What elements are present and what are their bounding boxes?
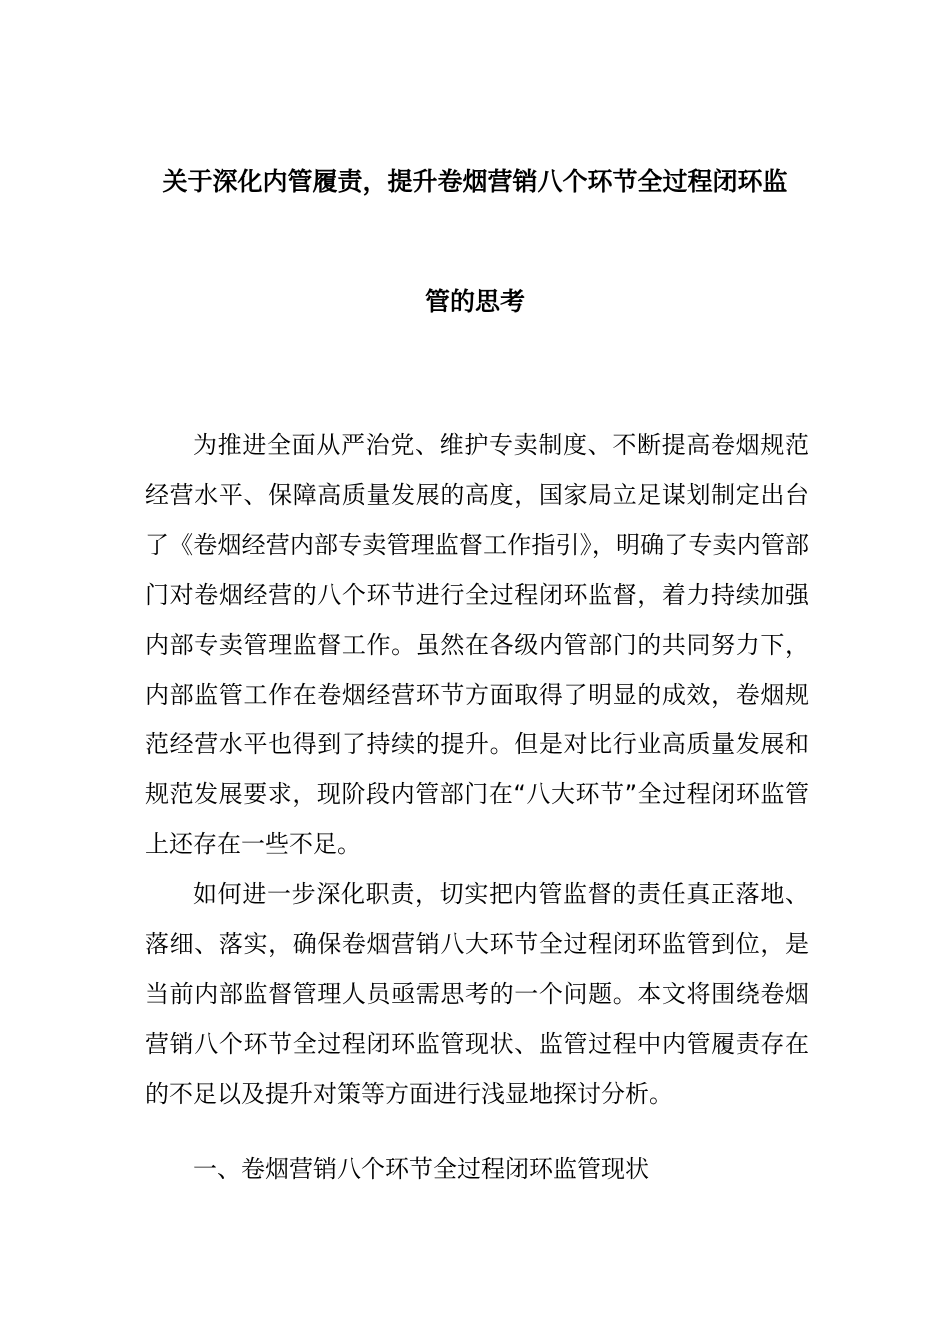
body-paragraph-2: 如何进一步深化职责，切实把内管监督的责任真正落地、落细、落实，确保卷烟营销八大环节全过程闭环监管到位，是当前内部监督管理人员亟需思考的一个问题。本文将围绕卷烟营销八个环节全过程闭环监管现状、监管过程中内管履责存在的不足以及提升对策等方面进行浅显地探讨分析。 bbox=[145, 880, 809, 1108]
document-title-line-2: 管的思考 bbox=[424, 287, 525, 316]
body-paragraph-1: 为推进全面从严治党、维护专卖制度、不断提高卷烟规范经营水平、保障高质量发展的高度，国家局立足谋划制定出台了《卷烟经营内部专卖管理监督工作指引》，明确了专卖内管部门对卷烟经营的八个环节进行全过程闭环监督，着力持续加强内部专卖管理监督工作。虽然在各级内管部门的共同努力下，内部监管工作在卷烟经营环节方面取得了明显的成效，卷烟规范经营水平也得到了持续的提升。但是对比行业高质量发展和规范发展要求，现阶段内管部门在“八大环节”全过程闭环监管上还存在一些不足。 bbox=[145, 431, 809, 859]
section-heading-1: 一、卷烟营销八个环节全过程闭环监管现状 bbox=[193, 1155, 649, 1183]
document-title-line-1: 关于深化内管履责，提升卷烟营销八个环节全过程闭环监 bbox=[162, 167, 788, 196]
